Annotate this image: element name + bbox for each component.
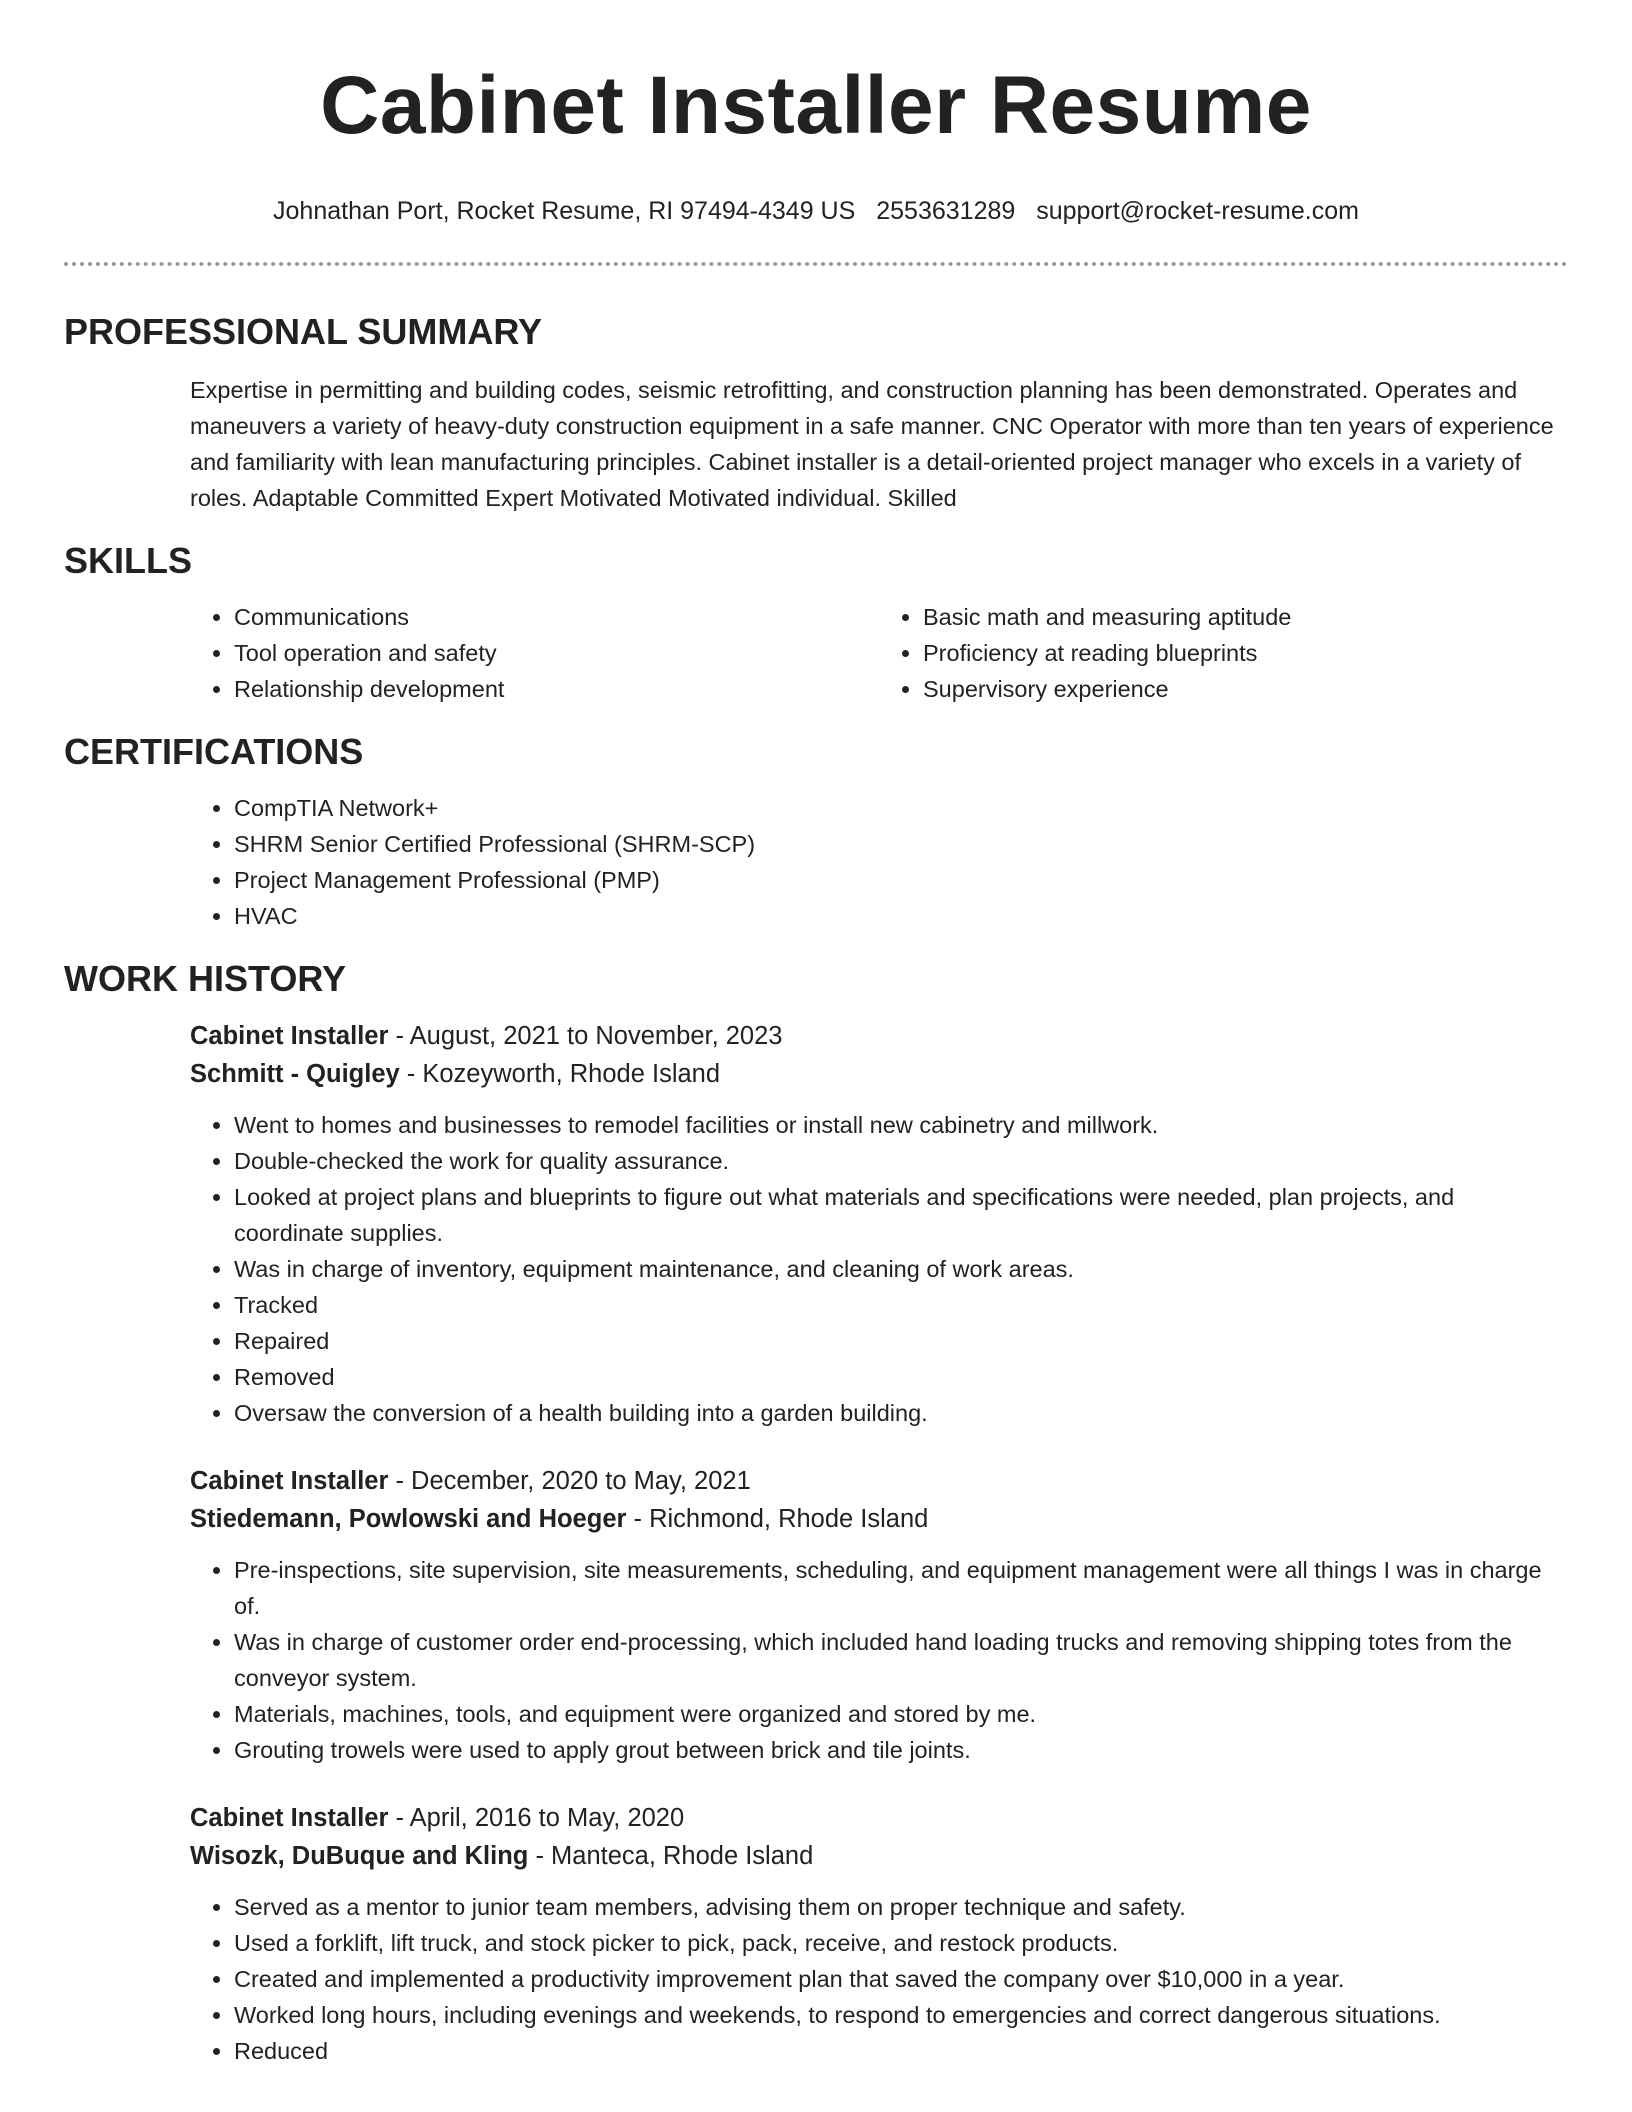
certification-item: • CompTIA Network+ <box>234 790 1568 826</box>
certifications-heading: CERTIFICATIONS <box>64 731 364 772</box>
job-dates: - August, 2021 to November, 2023 <box>388 1022 783 1050</box>
duty-item: • Was in charge of inventory, equipment maintenance, and cleaning of work areas. <box>234 1251 1568 1287</box>
duty-item: • Went to homes and businesses to remodel facilities or install new cabinetry and millwork. <box>234 1107 1568 1143</box>
job-title: Cabinet Installer <box>190 1467 389 1495</box>
skill-item: • Supervisory experience <box>923 671 1568 707</box>
duty-item: • Oversaw the conversion of a health building into a garden building. <box>234 1395 1568 1431</box>
contact-line <box>64 196 1568 226</box>
job-company-line <box>190 1055 1568 1093</box>
duty-item: • Materials, machines, tools, and equipment were organized and stored by me. <box>234 1696 1568 1732</box>
skill-item: • Basic math and measuring aptitude <box>923 599 1568 635</box>
job-duties <box>190 1552 1568 1768</box>
work-history-heading: WORK HISTORY <box>64 958 347 999</box>
job-location: - Manteca, Rhode Island <box>528 1842 814 1870</box>
duty-item: • Reduced <box>234 2033 1568 2069</box>
duty-item: • Double-checked the work for quality assurance. <box>234 1143 1568 1179</box>
certifications-list <box>190 790 1568 934</box>
job-duties <box>190 1889 1568 2069</box>
job-duties <box>190 1107 1568 1431</box>
job-title-line <box>190 1462 1568 1500</box>
job-title-line <box>190 1017 1568 1055</box>
contact-phone[interactable]: 2553631289 <box>876 197 1016 225</box>
skill-item: • Communications <box>234 599 879 635</box>
summary-text: Expertise in permitting and building codes, seismic retrofitting, and construction planning has been demonstrated. Operates and maneuvers a variety of heavy-duty construction equipment in a safe manner. CNC Operator with more than ten years of experience and familiarity with lean manufacturing principles. Cabinet installer is a detail-oriented project manager who excels in a variety of roles. Adaptable Committed Expert Motivated Motivated individual. Skilled <box>190 377 1554 511</box>
duty-item: • Grouting trowels were used to apply grout between brick and tile joints. <box>234 1732 1568 1768</box>
duty-item: • Was in charge of customer order end-processing, which included hand loading trucks and removing shipping totes from the conveyor system. <box>234 1624 1568 1696</box>
duty-item: • Repaired <box>234 1323 1568 1359</box>
certification-item: • HVAC <box>234 898 1568 934</box>
duty-item: • Pre-inspections, site supervision, site measurements, scheduling, and equipment management were all things I was in charge of. <box>234 1552 1568 1624</box>
job-entry <box>190 1799 1568 2069</box>
job-company: Schmitt - Quigley <box>190 1060 400 1088</box>
job-location: - Kozeyworth, Rhode Island <box>399 1060 721 1088</box>
contact-email[interactable]: support@rocket-resume.com <box>1036 197 1359 225</box>
summary-heading: PROFESSIONAL SUMMARY <box>64 311 543 352</box>
skills-column-left <box>190 599 879 707</box>
duty-item: • Used a forklift, lift truck, and stock picker to pick, pack, receive, and restock products. <box>234 1925 1568 1961</box>
page-title: Cabinet Installer Resume <box>320 60 1312 151</box>
job-company: Stiedemann, Powlowski and Hoeger <box>190 1505 627 1533</box>
duty-item: • Removed <box>234 1359 1568 1395</box>
certification-item: • Project Management Professional (PMP) <box>234 862 1568 898</box>
duty-item: • Looked at project plans and blueprints to figure out what materials and specifications were needed, plan projects, and coordinate supplies. <box>234 1179 1568 1251</box>
skills-column-right <box>879 599 1568 707</box>
job-company-line <box>190 1837 1568 1875</box>
job-dates: - April, 2016 to May, 2020 <box>388 1804 685 1832</box>
job-entry <box>190 1462 1568 1768</box>
certification-item: • SHRM Senior Certified Professional (SHRM-SCP) <box>234 826 1568 862</box>
job-dates: - December, 2020 to May, 2021 <box>388 1467 751 1495</box>
contact-address: Johnathan Port, Rocket Resume, RI 97494-4349 US <box>273 197 856 225</box>
duty-item: • Tracked <box>234 1287 1568 1323</box>
duty-item: • Served as a mentor to junior team members, advising them on proper technique and safety. <box>234 1889 1568 1925</box>
job-title: Cabinet Installer <box>190 1022 389 1050</box>
skills-list <box>190 599 1568 707</box>
job-location: - Richmond, Rhode Island <box>626 1505 929 1533</box>
job-company-line <box>190 1500 1568 1538</box>
job-title: Cabinet Installer <box>190 1804 389 1832</box>
job-title-line <box>190 1799 1568 1837</box>
duty-item: • Created and implemented a productivity improvement plan that saved the company over $10,000 in a year. <box>234 1961 1568 1997</box>
skills-heading: SKILLS <box>64 540 193 581</box>
job-company: Wisozk, DuBuque and Kling <box>190 1842 529 1870</box>
job-entry <box>190 1017 1568 1431</box>
skill-item: • Relationship development <box>234 671 879 707</box>
skill-item: • Proficiency at reading blueprints <box>923 635 1568 671</box>
skill-item: • Tool operation and safety <box>234 635 879 671</box>
duty-item: • Worked long hours, including evenings and weekends, to respond to emergencies and correct dangerous situations. <box>234 1997 1568 2033</box>
header-divider <box>64 262 1568 266</box>
